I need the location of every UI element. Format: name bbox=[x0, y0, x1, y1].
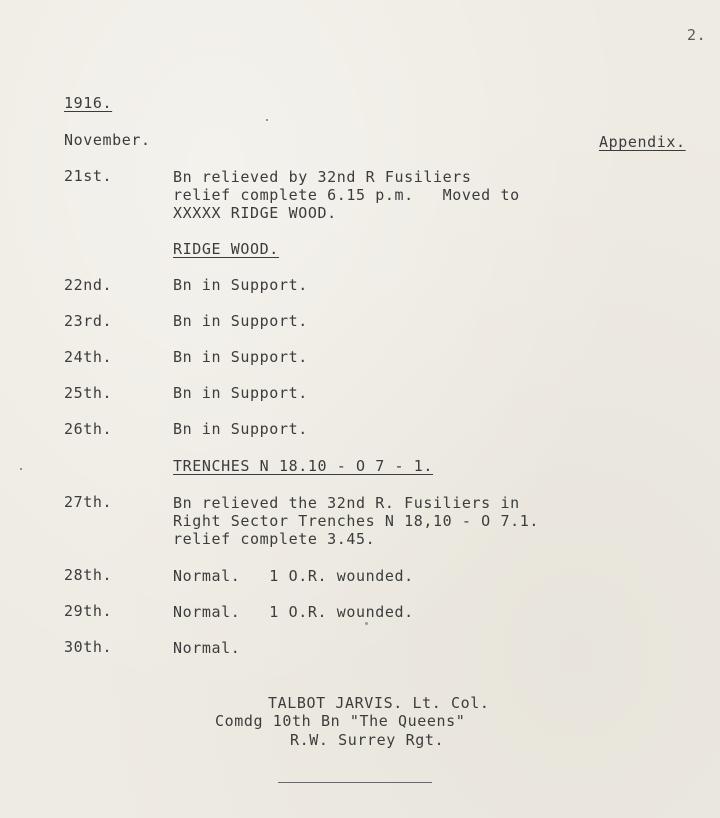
entry-line: Bn in Support. bbox=[173, 312, 308, 330]
entry-line: Right Sector Trenches N 18,10 - O 7.1. bbox=[173, 512, 539, 530]
entry-date: 30th. bbox=[64, 638, 113, 656]
entry-line: Bn in Support. bbox=[173, 420, 308, 438]
closing-rule bbox=[278, 782, 432, 783]
section-heading: RIDGE WOOD. bbox=[173, 240, 279, 258]
entry-date: 23rd. bbox=[64, 312, 113, 330]
entry-line: Normal. 1 O.R. wounded. bbox=[173, 603, 414, 621]
entry-date: 24th. bbox=[64, 348, 113, 366]
entry-line: Bn relieved by 32nd R Fusiliers bbox=[173, 168, 472, 186]
entry-date: 29th. bbox=[64, 602, 113, 620]
entry-date: 22nd. bbox=[64, 276, 113, 294]
signature-regiment: R.W. Surrey Rgt. bbox=[290, 731, 445, 749]
entry-date: 26th. bbox=[64, 420, 113, 438]
entry-line: Normal. 1 O.R. wounded. bbox=[173, 567, 414, 585]
signature-command: Comdg 10th Bn "The Queens" bbox=[215, 712, 466, 730]
entry-line: Bn in Support. bbox=[173, 384, 308, 402]
entry-date: 27th. bbox=[64, 493, 113, 511]
entry-date: 25th. bbox=[64, 384, 113, 402]
year-heading: 1916. bbox=[64, 94, 113, 112]
section-heading: TRENCHES N 18.10 - O 7 - 1. bbox=[173, 457, 434, 475]
signature-name: TALBOT JARVIS. Lt. Col. bbox=[268, 694, 490, 712]
entry-line: relief complete 3.45. bbox=[173, 530, 376, 548]
entry-date: 28th. bbox=[64, 566, 113, 584]
entry-date: 21st. bbox=[64, 167, 113, 185]
entry-line: Bn in Support. bbox=[173, 348, 308, 366]
entry-line: Normal. bbox=[173, 639, 241, 657]
entry-line: XXXXX RIDGE WOOD. bbox=[173, 204, 337, 222]
entry-line: Bn in Support. bbox=[173, 276, 308, 294]
month-heading: November. bbox=[64, 131, 151, 149]
appendix-label: Appendix. bbox=[599, 133, 686, 151]
entry-line: relief complete 6.15 p.m. Moved to bbox=[173, 186, 520, 204]
entry-line: Bn relieved the 32nd R. Fusiliers in bbox=[173, 494, 520, 512]
page-number: 2. bbox=[687, 26, 707, 44]
